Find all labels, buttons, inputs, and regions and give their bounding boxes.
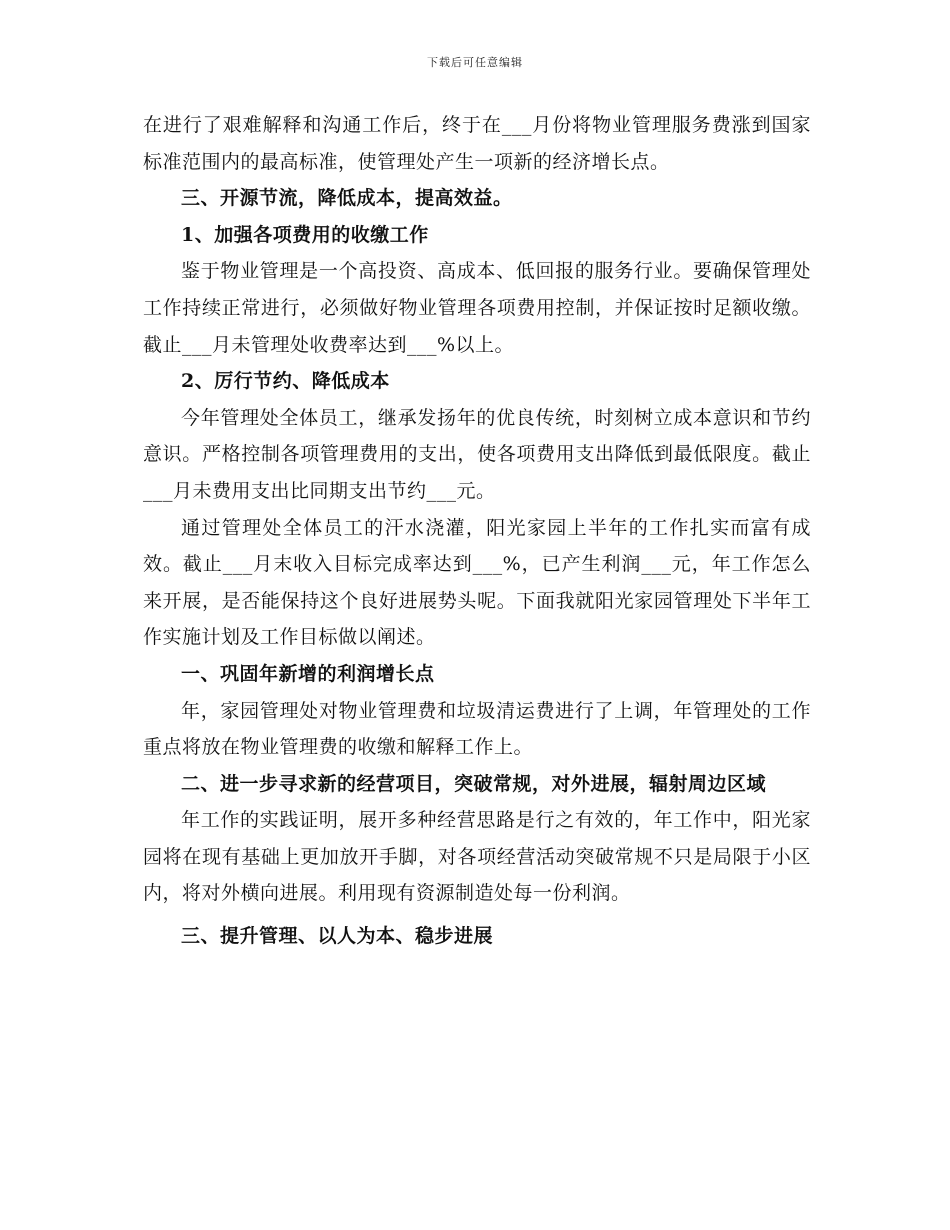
page-header: 下载后可任意编辑 [427, 56, 523, 69]
paragraph-new-projects: 年工作的实践证明，展开多种经营思路是行之有效的，年工作中，阳光家园将在现有基础上更加放开手脚，对各项经营活动突破常规不只是局限于小区内，将对外横向进展。利用现有资源制造处每一份利润。 [143, 809, 811, 905]
section-heading-profit-growth: 一、巩固年新增的利润增长点 [181, 662, 435, 685]
paragraph-continuation: 在进行了艰难解释和沟通工作后，终于在___月份将物业管理服务费涨到国家标准范围内的最高标准，使管理处产生一项新的经济增长点。 [143, 114, 811, 173]
paragraph-profit-growth: 年，家园管理处对物业管理费和垃圾清运费进行了上调，年管理处的工作重点将放在物业管理费的收缴和解释工作上。 [143, 699, 811, 759]
section-heading-open-source: 三、开源节流，降低成本，提高效益。 [181, 187, 513, 210]
section-heading-management: 三、提升管理、以人为本、稳步进展 [181, 925, 494, 948]
subheading-cost-saving: 2、厉行节约、降低成本 [181, 370, 390, 393]
subheading-fee-collection: 1、加强各项费用的收缴工作 [181, 223, 429, 246]
paragraph-summary: 通过管理处全体员工的汗水浇灌，阳光家园上半年的工作扎实而富有成效。截止___月末收入目标完成率达到___%，已产生利润___元，年工作怎么来开展，是否能保持这个良好进展势头呢。下面我就阳光家园管理处下半年工作实施计划及工作目标做以阐述。 [143, 516, 811, 649]
document-body [143, 107, 811, 955]
section-heading-new-projects: 二、进一步寻求新的经营项目，突破常规，对外进展，辐射周边区域 [181, 772, 767, 795]
paragraph-fee-collection: 鉴于物业管理是一个高投资、高成本、低回报的服务行业。要确保管理处工作持续正常进行，必须做好物业管理各项费用控制，并保证按时足额收缴。截止___月未管理处收费率达到___%以上。 [143, 260, 811, 356]
paragraph-cost-saving: 今年管理处全体员工，继承发扬年的优良传统，时刻树立成本意识和节约意识。严格控制各项管理费用的支出，使各项费用支出降低到最低限度。截止___月未费用支出比同期支出节约___元。 [143, 406, 811, 502]
